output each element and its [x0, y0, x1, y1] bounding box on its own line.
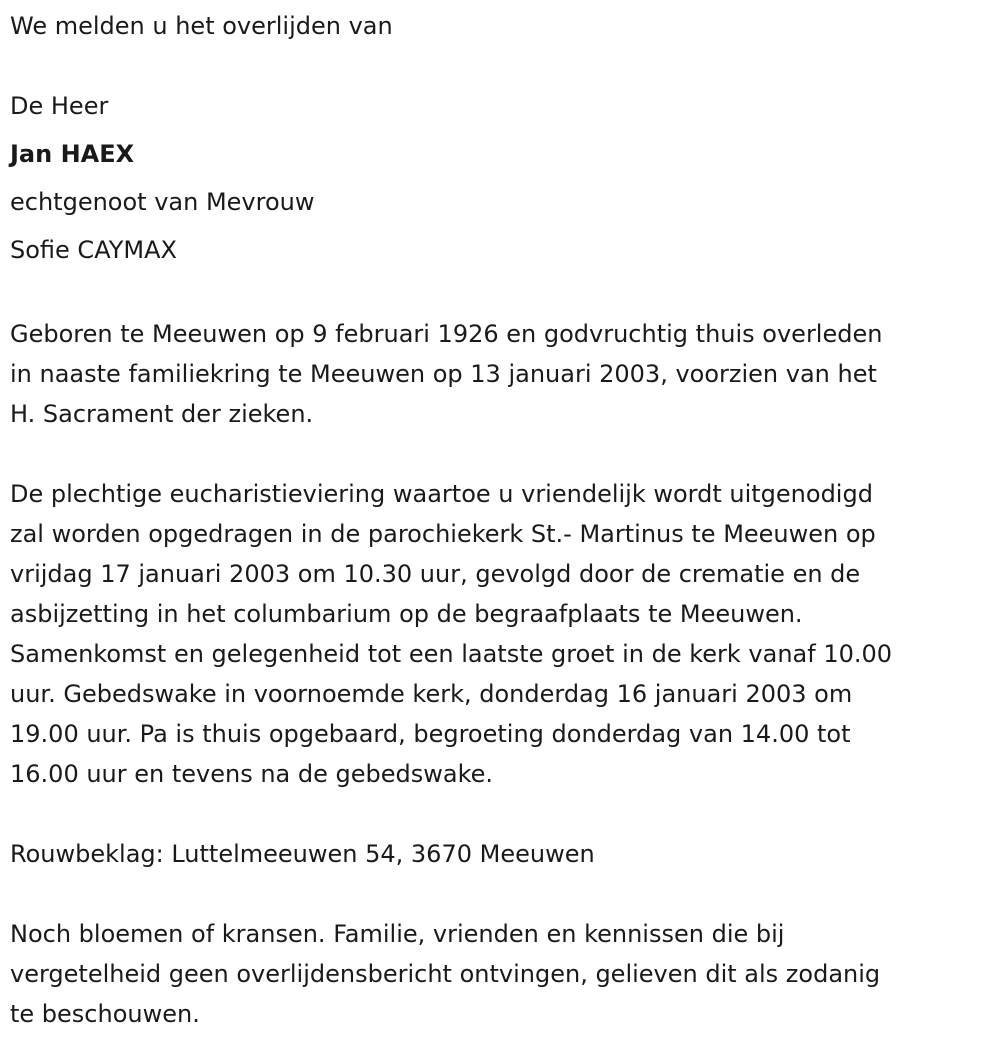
deceased-name: Jan HAEX: [10, 140, 135, 168]
spacer: [10, 434, 995, 474]
intro-line: We melden u het overlijden van: [10, 12, 393, 40]
paragraph-line: in naaste familiekring te Meeuwen op 13 januari 2003, voorzien van het: [10, 360, 877, 388]
paragraph-line: asbijzetting in het columbarium op de begraafplaats te Meeuwen.: [10, 600, 803, 628]
spacer: [10, 50, 995, 82]
paragraph-line: vrijdag 17 januari 2003 om 10.30 uur, gevolgd door de crematie en de: [10, 560, 861, 588]
paragraph-line: Geboren te Meeuwen op 9 februari 1926 en godvruchtig thuis overleden: [10, 320, 883, 348]
spouse-label: echtgenoot van Mevrouw: [10, 188, 315, 216]
paragraph-line: 16.00 uur en tevens na de gebedswake.: [10, 760, 494, 788]
paragraph-line: H. Sacrament der zieken.: [10, 400, 314, 428]
paragraph-line: De plechtige eucharistieviering waartoe u vriendelijk wordt uitgenodigd: [10, 480, 873, 508]
spacer: [10, 274, 995, 314]
honorific: De Heer: [10, 92, 109, 120]
paragraph-line: vergetelheid geen overlijdensbericht ontvingen, gelieven dit als zodanig: [10, 960, 881, 988]
spacer: [10, 794, 995, 834]
paragraph-line: 19.00 uur. Pa is thuis opgebaard, begroeting donderdag van 14.00 tot: [10, 720, 851, 748]
paragraph-line: Noch bloemen of kransen. Familie, vrienden en kennissen die bij: [10, 920, 785, 948]
spouse-name: Sofie CAYMAX: [10, 236, 177, 264]
paragraph-line: Rouwbeklag: Luttelmeeuwen 54, 3670 Meeuwen: [10, 840, 595, 868]
ceremony-paragraph: [10, 474, 995, 794]
obituary-notice: [10, 8, 995, 1034]
paragraph-line: Samenkomst en gelegenheid tot een laatste groet in de kerk vanaf 10.00: [10, 640, 893, 668]
paragraph-line: uur. Gebedswake in voornoemde kerk, donderdag 16 januari 2003 om: [10, 680, 853, 708]
birth-death-paragraph: [10, 314, 995, 434]
paragraph-line: te beschouwen.: [10, 1000, 200, 1028]
paragraph-line: zal worden opgedragen in de parochiekerk St.- Martinus te Meeuwen op: [10, 520, 876, 548]
closing-paragraph: [10, 914, 995, 1034]
spacer: [10, 874, 995, 914]
condolence-address: [10, 834, 995, 874]
